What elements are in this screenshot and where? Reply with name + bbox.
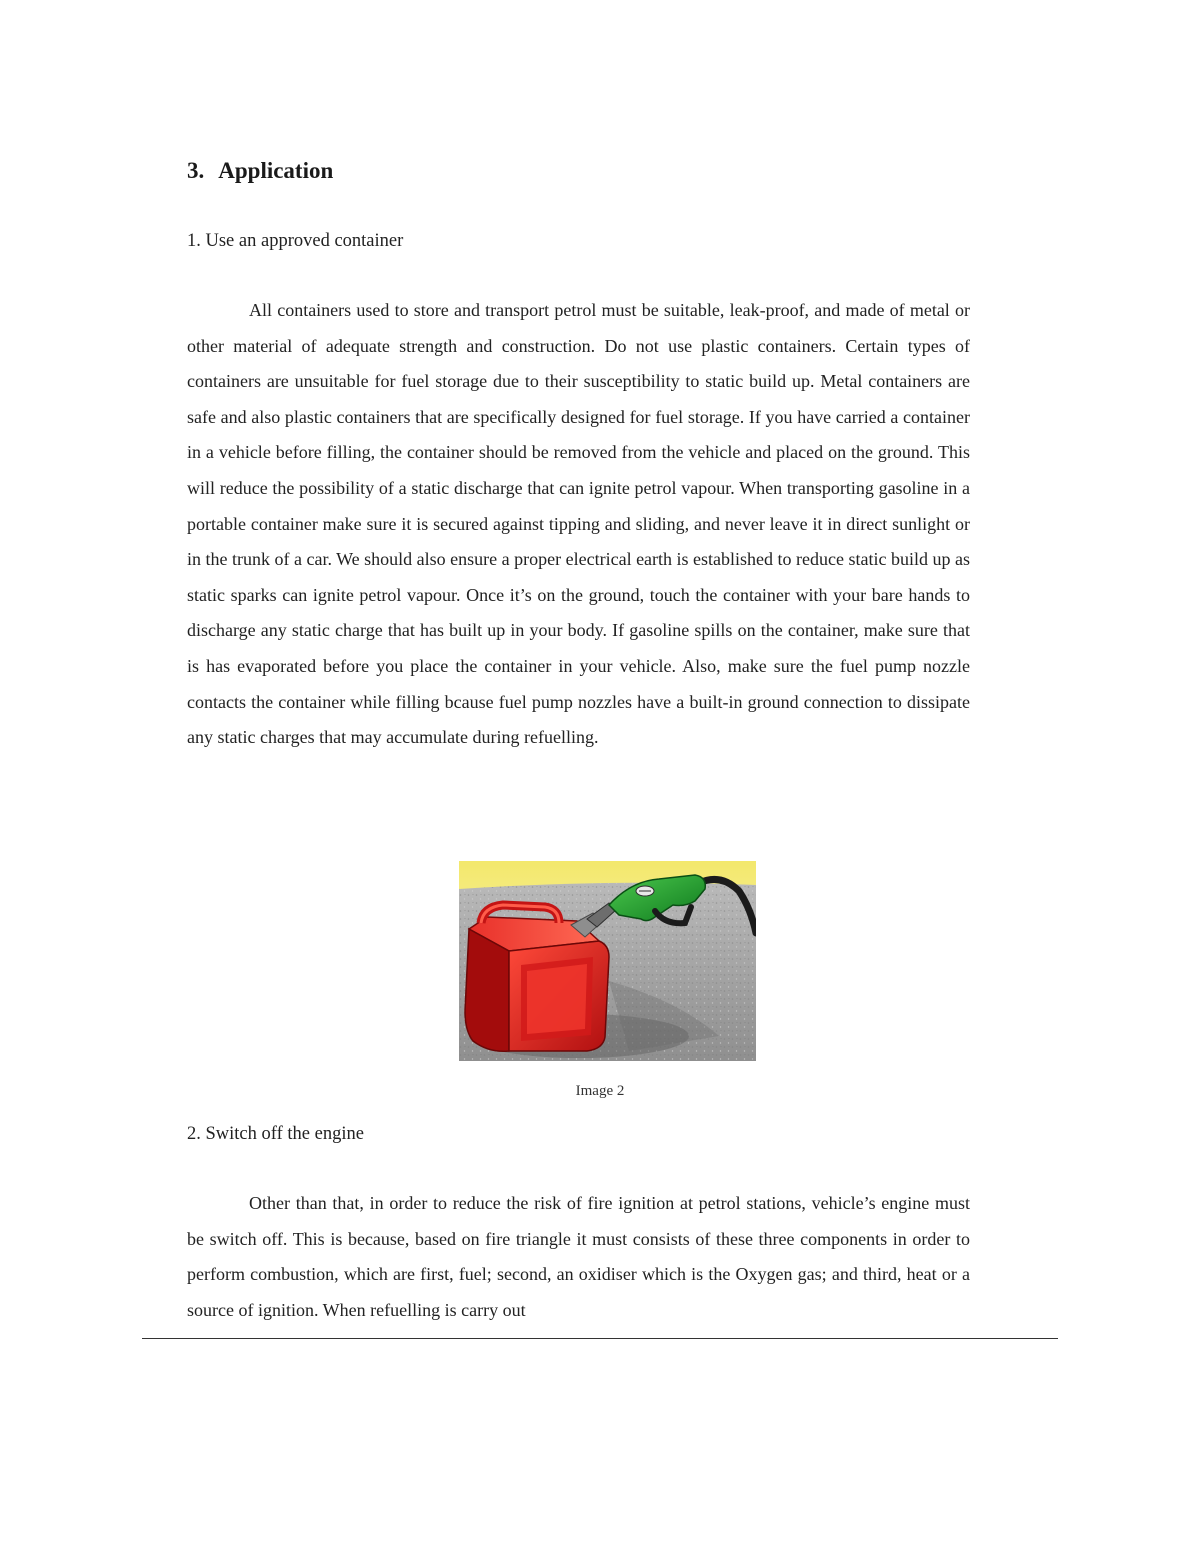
engine-paragraph: Other than that, in order to reduce the risk of fire ignition at petrol stations, vehicle’s engine must be switch off. This is because, based on fire triangle it must consists of these three components in order to perform combustion, which are first, fuel; second, an oxidiser which is the Oxygen gas; and third, heat or a source of ignition. When refuelling is carry out — [187, 1193, 970, 1320]
subsection-heading-engine: 2. Switch off the engine — [187, 1124, 364, 1144]
figure-caption: Image 2 — [575, 1083, 625, 1099]
container-paragraph: All containers used to store and transport petrol must be suitable, leak-proof, and made of metal or other material of adequate strength and construction. Do not use plastic containers. Certain types of containers are unsuitable for fuel storage due to their susceptibility to static build up. Metal containers are safe and also plastic containers that are specifically designed for fuel storage. If you have carried a container in a vehicle before filling, the container should be removed from the vehicle and placed on the ground. This will reduce the possibility of a static discharge that can ignite petrol vapour. When transporting gasoline in a portable container make sure it is secured against tipping and sliding, and never leave it in direct sunlight or in the trunk of a car. We should also ensure a proper electrical earth is established to reduce static build up as static sparks can ignite petrol vapour. Once it’s on the ground, touch the container with your bare hands to discharge any static charge that has built up in your body. If gasoline spills on the container, make sure that is has evaporated before you place the container in your vehicle. Also, make sure the fuel pump nozzle contacts the container while filling bcause fuel pump nozzles have a built-in ground connection to dissipate any static charges that may accumulate during refuelling. — [187, 300, 970, 748]
section-number: 3. — [187, 158, 205, 183]
section-title: Application — [218, 158, 334, 183]
subsection-heading-container: 1. Use an approved container — [187, 231, 404, 251]
fuel-can-illustration — [459, 861, 756, 1061]
fuel-can-image — [459, 861, 756, 1061]
section-heading — [187, 156, 333, 186]
footer-rule — [142, 1338, 1058, 1339]
